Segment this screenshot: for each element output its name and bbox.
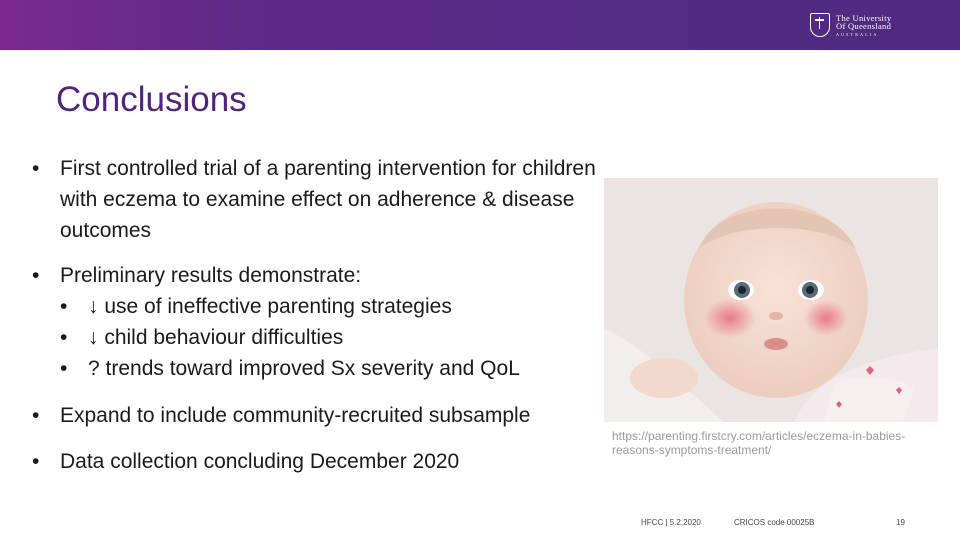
bullet-list — [30, 153, 600, 477]
bullet-item: • Preliminary results demonstrate: — [30, 260, 600, 291]
logo-line2: Of Queensland — [836, 21, 892, 31]
university-logo — [810, 10, 920, 40]
footer-event-date: HFCC | 5.2.2020 — [641, 518, 701, 527]
logo-line3: AUSTRALIA — [836, 31, 879, 37]
bullet-item: • Expand to include community-recruited subsample — [30, 400, 600, 431]
baby-photo-illustration — [604, 178, 938, 422]
footer-cricos-code: CRICOS code 00025B — [734, 518, 815, 527]
logo-line1: The University — [836, 12, 892, 23]
crest-icon — [810, 13, 830, 37]
image-source-caption: https://parenting.firstcry.com/articles/eczema-in-babies-reasons-symptoms-treatment/ — [612, 429, 906, 457]
slide-title: Conclusions — [56, 80, 247, 119]
bullet-item: • First controlled trial of a parenting intervention for children with eczema to examine effect on adherence & disease outcomes — [30, 153, 600, 246]
sub-bullet-item: • ↓ child behaviour difficulties — [30, 322, 600, 353]
page-number: 19 — [896, 518, 905, 527]
baby-eczema-photo — [604, 178, 938, 422]
header-bar — [0, 0, 960, 50]
logo-wordmark — [836, 14, 891, 37]
bullet-item: • Data collection concluding December 2020 — [30, 446, 600, 477]
sub-bullet-item: • ? trends toward improved Sx severity and QoL — [30, 353, 600, 384]
sub-bullet-item: • ↓ use of ineffective parenting strategies — [30, 291, 600, 322]
